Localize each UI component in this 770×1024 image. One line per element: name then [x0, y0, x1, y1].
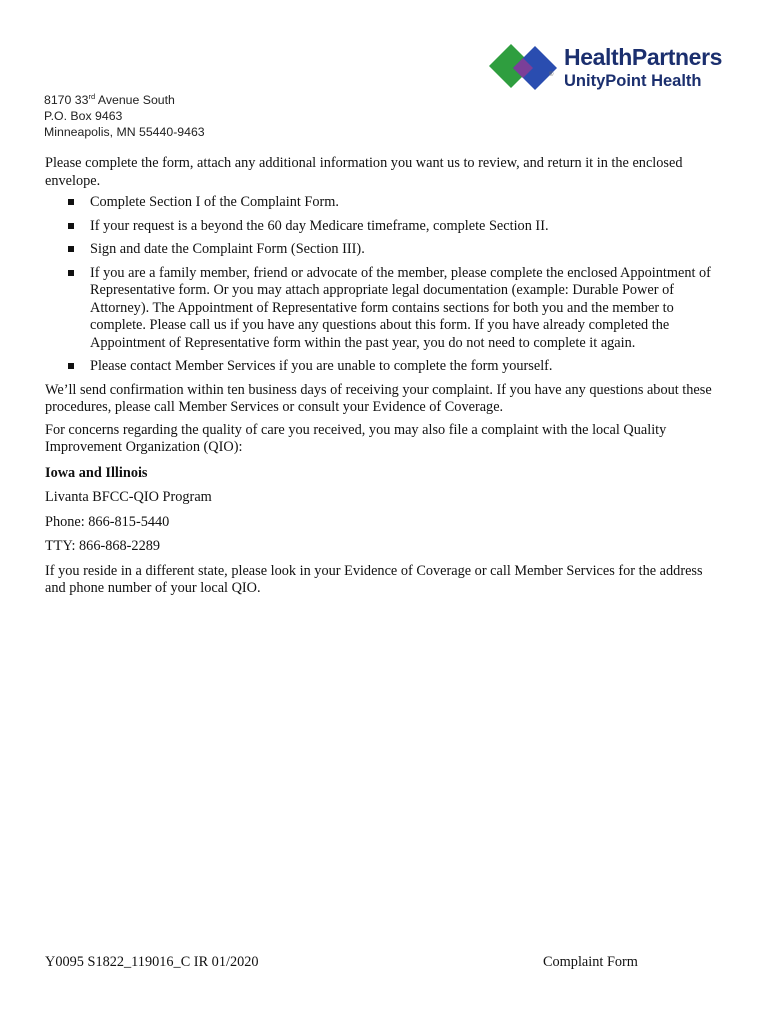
brand-name: HealthPartners	[564, 44, 723, 70]
form-title: Complaint Form	[543, 954, 638, 970]
square-bullet-icon	[68, 223, 74, 229]
intro-paragraph: Please complete the form, attach any additional information you want us to review, and return it in the enclosed envelope.	[45, 155, 683, 189]
street-name: Avenue South	[95, 93, 175, 107]
ordinal-suffix: rd	[88, 91, 96, 101]
letter-body	[45, 155, 725, 598]
diamond-logo-icon	[489, 44, 559, 96]
instruction-list	[45, 194, 725, 376]
region-heading: Iowa and Illinois	[45, 464, 148, 481]
healthpartners-logo	[489, 44, 729, 96]
address-line-1	[44, 92, 205, 108]
qio-tty: TTY: 866-868-2289	[45, 538, 161, 554]
different-state-paragraph: If you reside in a different state, please look in your Evidence of Coverage or call Member Services for the address and phone number of your local QIO.	[45, 562, 703, 596]
registered-mark: ®	[549, 72, 554, 78]
square-bullet-icon	[68, 199, 74, 205]
list-item: Please contact Member Services if you are unable to complete the form yourself.	[45, 358, 725, 376]
list-item: If you are a family member, friend or advocate of the member, please complete the enclosed Appointment of Representative form. Or you may attach appropriate legal documentation (example: Durable Power of Attorney). The Appointment of Representative form contains sections for both you and the member to complete. Please call us if you have any questions about this form. If you have already completed the Appointment of Representative form within the past year, you do not need to complete it again.	[45, 265, 725, 353]
street-number: 8170 33	[44, 93, 89, 107]
confirmation-paragraph: We’ll send confirmation within ten business days of receiving your complaint. If you have any questions about these procedures, please call Member Services or consult your Evidence of Coverage.	[45, 381, 712, 415]
sub-brand-name: UnityPoint Health	[564, 72, 702, 90]
square-bullet-icon	[68, 363, 74, 369]
list-item: If your request is a beyond the 60 day Medicare timeframe, complete Section II.	[45, 218, 725, 236]
form-code: Y0095 S1822_119016_C IR 01/2020	[45, 954, 259, 970]
address-line-2: P.O. Box 9463	[44, 109, 123, 123]
square-bullet-icon	[68, 246, 74, 252]
qio-program-name: Livanta BFCC-QIO Program	[45, 489, 212, 505]
list-item: Complete Section I of the Complaint Form.	[45, 194, 725, 212]
list-item: Sign and date the Complaint Form (Section III).	[45, 241, 725, 259]
mailing-address	[44, 92, 205, 140]
square-bullet-icon	[68, 270, 74, 276]
qio-phone: Phone: 866-815-5440	[45, 513, 170, 530]
address-line-3: Minneapolis, MN 55440-9463	[44, 125, 205, 139]
qio-concerns-paragraph: For concerns regarding the quality of care you received, you may also file a complaint with the local Quality Improvement Organization (QIO):	[45, 421, 667, 455]
brand-text	[564, 44, 722, 91]
